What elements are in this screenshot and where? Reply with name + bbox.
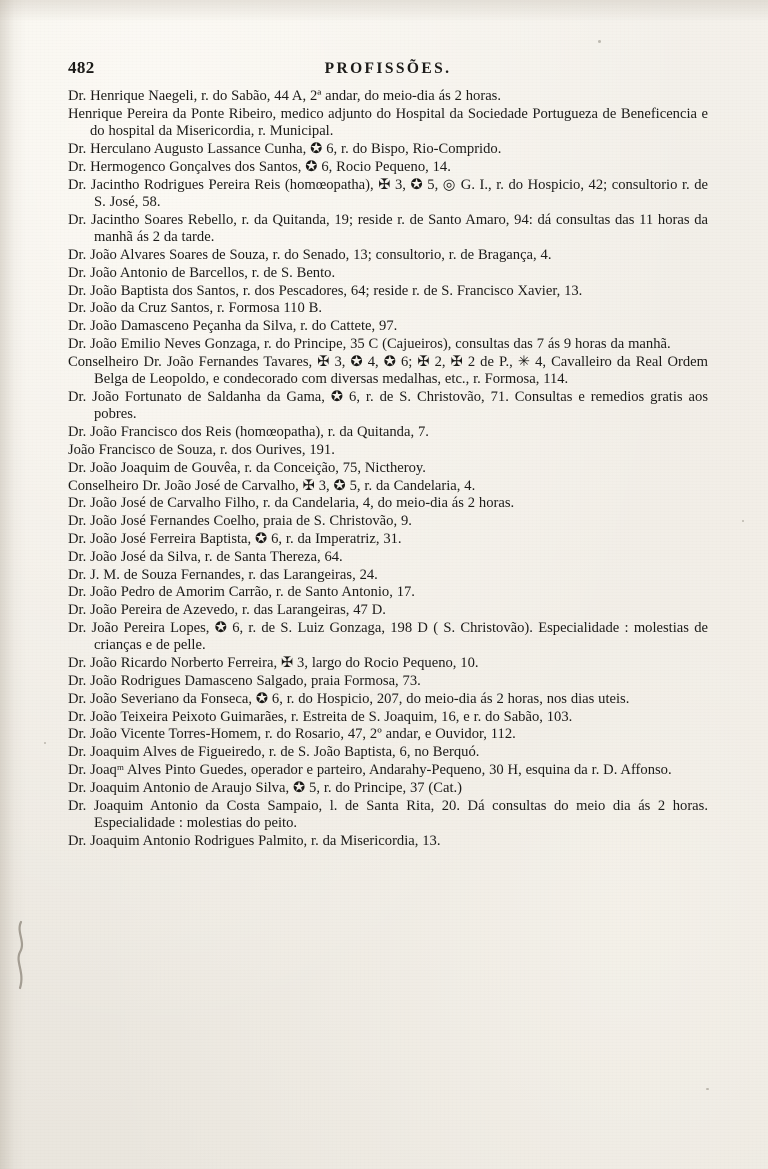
list-item: Dr. João Antonio de Barcellos, r. de S. Bento. bbox=[68, 264, 336, 281]
list-item: Dr. Joaquim Antonio Rodrigues Palmito, r. da Misericordia, 13. bbox=[68, 832, 441, 849]
paper-speck bbox=[742, 520, 744, 522]
list-item: Dr. João Fortunato de Saldanha da Gama, ✪ 6, r. de S. Christovão, 71. Consultas e remedios gratis aos pobres. bbox=[68, 388, 708, 423]
list-item: Dr. João José Ferreira Baptista, ✪ 6, r. da Imperatriz, 31. bbox=[68, 530, 402, 547]
list-item: Dr. João Damasceno Peçanha da Silva, r. do Cattete, 97. bbox=[68, 318, 398, 335]
page-edge-shadow-left bbox=[0, 0, 26, 1169]
paper-speck bbox=[706, 1088, 709, 1090]
list-item: Dr. João Alvares Soares de Souza, r. do Senado, 13; consultorio, r. de Bragança, 4. bbox=[68, 247, 552, 263]
folio-number: 482 bbox=[68, 58, 95, 77]
list-item: João Francisco de Souza, r. dos Ourives, 191. bbox=[68, 441, 335, 458]
list-item: Dr. João Joaquim de Gouvêa, r. da Conceição, 75, Nictheroy. bbox=[68, 459, 426, 476]
list-item: Dr. João José Fernandes Coelho, praia de S. Christovão, 9. bbox=[68, 513, 412, 530]
list-item: Dr. Herculano Augusto Lassance Cunha, ✪ 6, r. do Bispo, Rio-Comprido. bbox=[68, 141, 502, 157]
list-item: Conselheiro Dr. João Fernandes Tavares, ✠ 3, ✪ 4, ✪ 6; ✠ 2, ✠ 2 de P., ✳ 4, Cavalleiro da Real Ordem Belga de Leopoldo, e condecorado com diversas medalhas, etc., r. Formosa, 114. bbox=[68, 353, 708, 388]
list-item: Dr. Joaquim Alves de Figueiredo, r. de S. João Baptista, 6, no Berquó. bbox=[68, 744, 480, 761]
list-item: Dr. Joaquim Antonio de Araujo Silva, ✪ 5, r. do Principe, 37 (Cat.) bbox=[68, 779, 463, 796]
list-item: Dr. João Pereira de Azevedo, r. das Larangeiras, 47 D. bbox=[68, 602, 386, 619]
paper-speck bbox=[598, 40, 601, 43]
list-item: Dr. João Teixeira Peixoto Guimarães, r. Estreita de S. Joaquim, 16, e r. do Sabão, 103. bbox=[68, 708, 573, 725]
list-item: Dr. João da Cruz Santos, r. Formosa 110 B. bbox=[68, 300, 323, 317]
list-item: Dr. João Emilio Neves Gonzaga, r. do Principe, 35 C (Cajueiros), consultas das 7 ás 9 horas da manhã. bbox=[68, 335, 671, 352]
list-item: Conselheiro Dr. João José de Carvalho, ✠ 3, ✪ 5, r. da Candelaria, 4. bbox=[68, 477, 476, 494]
page-edge-shadow-top bbox=[0, 0, 768, 22]
page-content bbox=[68, 56, 708, 851]
list-item: Dr. João Pereira Lopes, ✪ 6, r. de S. Luiz Gonzaga, 198 D ( S. Christovão). Especialidade : molestias de crianças e de pelle. bbox=[68, 619, 708, 654]
list-item: Dr. Joaqᵐ Alves Pinto Guedes, operador e parteiro, Andarahy-Pequeno, 30 H, esquina da r. D. Affonso. bbox=[68, 761, 672, 778]
list-item: Dr. João Severiano da Fonseca, ✪ 6, r. do Hospicio, 207, do meio-dia ás 2 horas, nos dias uteis. bbox=[68, 690, 630, 707]
list-item: Dr. João Baptista dos Santos, r. dos Pescadores, 64; reside r. de S. Francisco Xavier, 13. bbox=[68, 282, 583, 299]
list-item: Dr. Jacintho Rodrigues Pereira Reis (homœopatha), ✠ 3, ✪ 5, ◎ G. I., r. do Hospicio, 42; consultorio r. de S. José, 58. bbox=[68, 176, 708, 210]
list-item: Dr. Jacintho Soares Rebello, r. da Quitanda, 19; reside r. de Santo Amaro, 94: dá consultas das 11 horas da manhã ás 2 da tarde. bbox=[68, 211, 708, 246]
list-item: Dr. Henrique Naegeli, r. do Sabão, 44 A, 2ª andar, do meio-dia ás 2 horas. bbox=[68, 88, 502, 104]
list-item: Dr. João Francisco dos Reis (homœopatha), r. da Quitanda, 7. bbox=[68, 424, 429, 441]
list-item: Dr. J. M. de Souza Fernandes, r. das Larangeiras, 24. bbox=[68, 566, 378, 583]
list-item: Dr. João Pedro de Amorim Carrão, r. de Santo Antonio, 17. bbox=[68, 584, 415, 601]
list-item: Henrique Pereira da Ponte Ribeiro, medico adjunto do Hospital da Sociedade Portugueza de Beneficencia e do hospital da Misericordia, r. Municipal. bbox=[68, 105, 708, 140]
list-item: Dr. Joaquim Antonio da Costa Sampaio, l. de Santa Rita, 20. Dá consultas do meio dia ás 2 horas. Especialidade : molestias do peito. bbox=[68, 797, 708, 831]
list-item: Dr. João Vicente Torres-Homem, r. do Rosario, 47, 2º andar, e Ouvidor, 112. bbox=[68, 726, 516, 743]
list-item: Dr. João Rodrigues Damasceno Salgado, praia Formosa, 73. bbox=[68, 672, 421, 689]
paper-speck bbox=[44, 742, 46, 744]
list-item: Dr. João José de Carvalho Filho, r. da Candelaria, 4, do meio-dia ás 2 horas. bbox=[68, 495, 515, 512]
list-item: Dr. João José da Silva, r. de Santa Thereza, 64. bbox=[68, 548, 343, 565]
directory-entry-list bbox=[68, 88, 708, 850]
binding-thread-mark bbox=[14, 920, 28, 990]
list-item: Dr. Hermogenco Gonçalves dos Santos, ✪ 6, Rocio Pequeno, 14. bbox=[68, 158, 451, 175]
page-header bbox=[68, 56, 708, 86]
running-head: PROFISSÕES. bbox=[324, 60, 452, 77]
list-item: Dr. João Ricardo Norberto Ferreira, ✠ 3, largo do Rocio Pequeno, 10. bbox=[68, 655, 479, 672]
